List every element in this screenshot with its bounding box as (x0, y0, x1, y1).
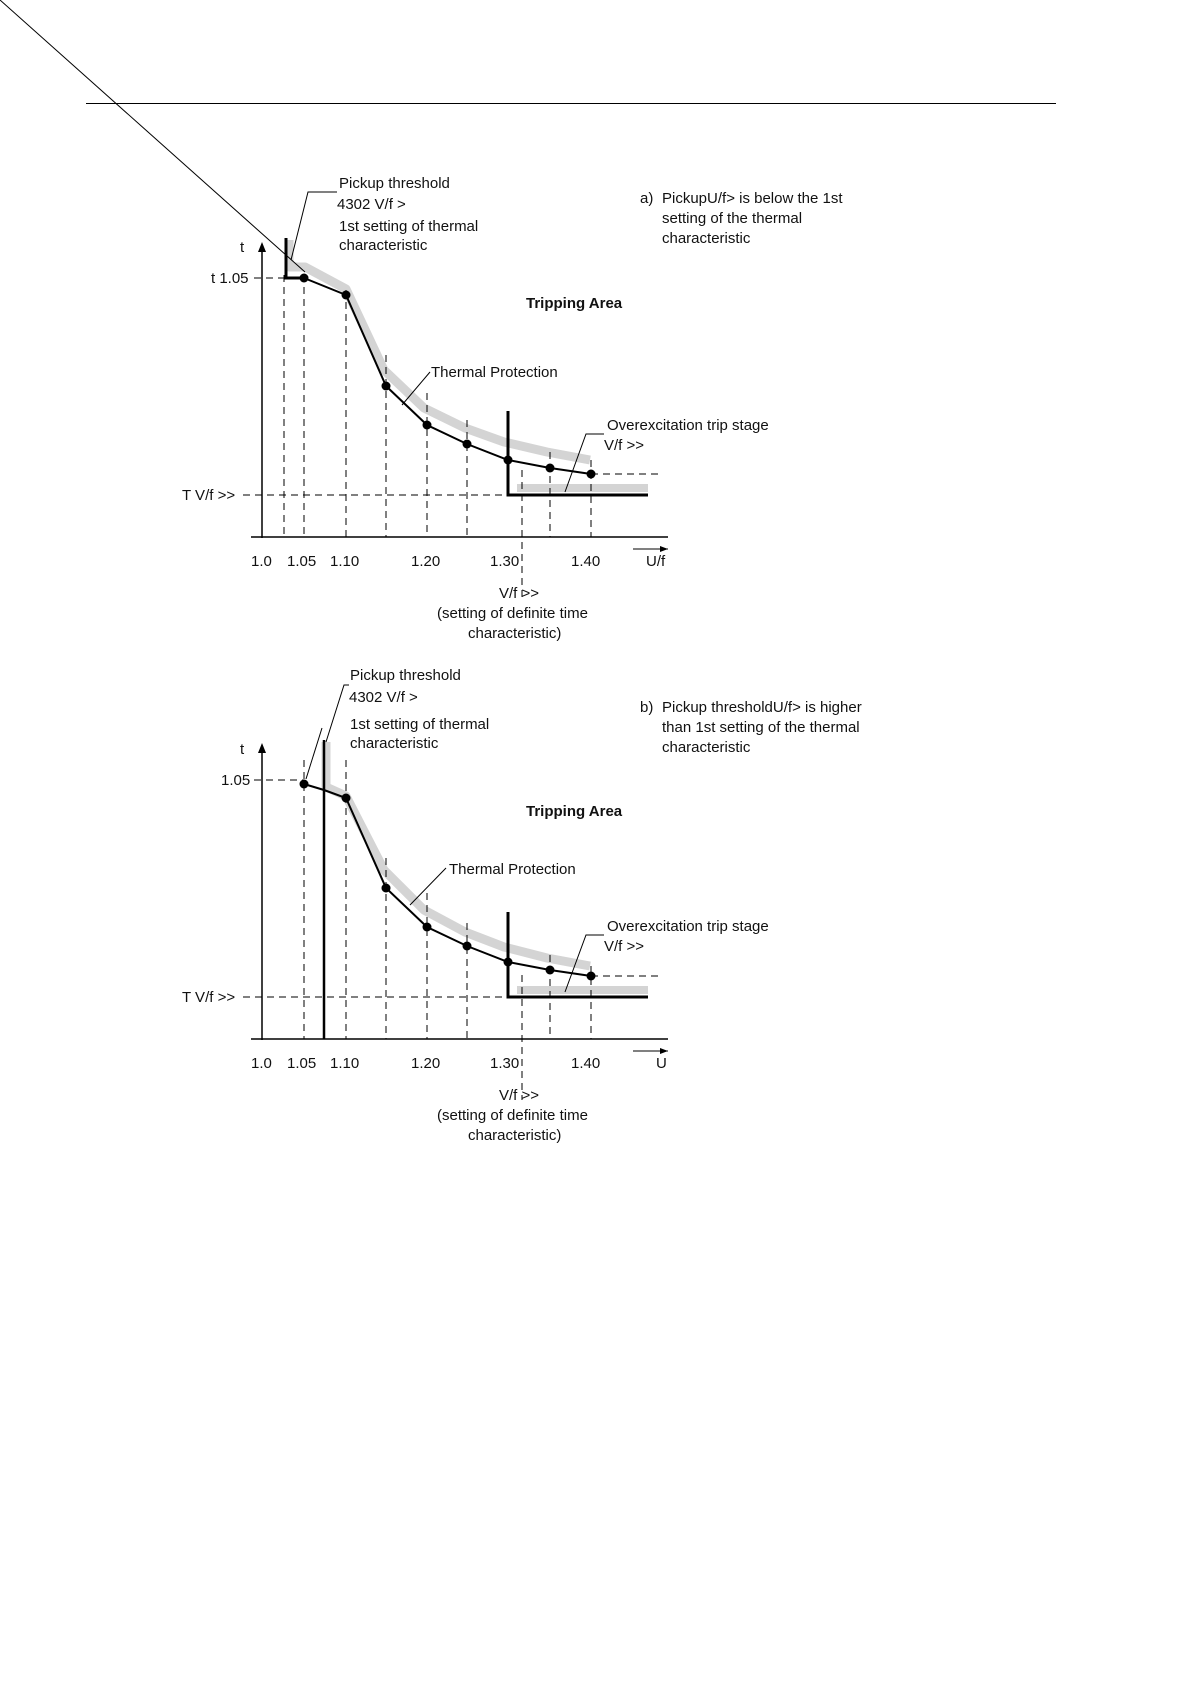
diagram-a-y-axis-arrow (258, 242, 266, 252)
point-2 (342, 291, 351, 300)
diagram-b-note-prefix: b) (640, 699, 654, 716)
diagram-a-grey-band (289, 240, 590, 460)
pickup-leader (291, 192, 337, 260)
point-5 (463, 440, 472, 449)
point-6 (504, 456, 513, 465)
diagram-a-note-2: setting of the thermal (662, 210, 803, 227)
diagram-b-t105-label: 1.05 (221, 772, 251, 789)
diagram-b-first-setting-1: 1st setting of thermal (350, 716, 490, 733)
point-4 (423, 421, 432, 430)
x-tick-5: 1.30 (490, 1055, 520, 1072)
diagram-a-pickup-label-1: Pickup threshold (339, 175, 450, 192)
diagram-b-tripping-area: Tripping Area (526, 803, 623, 820)
point-3 (382, 382, 391, 391)
diagram-a-note-3: characteristic (662, 230, 751, 247)
diagram-b-x-arrow-head (660, 1048, 668, 1054)
point-7 (546, 966, 555, 975)
x-tick-6: 1.40 (571, 1055, 601, 1072)
diagram-a-t-axis-label: t (240, 239, 245, 256)
diagram-b-pickup-label-1: Pickup threshold (350, 667, 461, 684)
x-tick-5: 1.30 (490, 553, 520, 570)
diagram-b-t-axis-label: t (240, 741, 245, 758)
x-tick-3: 1.10 (330, 1055, 360, 1072)
diagram-a-overexc-2: V/f >> (604, 437, 645, 454)
point-4 (423, 923, 432, 932)
point-8 (587, 470, 596, 479)
diagram-a-overexc-1: Overexcitation trip stage (607, 417, 769, 434)
thermal-leader (410, 868, 446, 905)
diagram-a-thermal-protection: Thermal Protection (431, 364, 558, 381)
point-7 (546, 464, 555, 473)
point-1 (300, 780, 309, 789)
diagram-a-x-axis-label: U/f (646, 553, 666, 570)
diagram-a-definite-2: (setting of definite time (437, 605, 588, 622)
diagram-a-tripping-area: Tripping Area (526, 295, 623, 312)
diagram-b (182, 667, 862, 1144)
first-setting-leader (306, 728, 322, 779)
diagram-a-note-prefix: a) (640, 190, 654, 207)
diagram-b-note-3: characteristic (662, 739, 751, 756)
diagram-b-x-ticks (251, 1055, 600, 1072)
point-2 (342, 794, 351, 803)
diagram-a-note-1: PickupU/f> is below the 1st (662, 190, 843, 207)
x-tick-6: 1.40 (571, 553, 601, 570)
diagram-b-thermal-protection: Thermal Protection (449, 861, 576, 878)
diagram-b-tvf-label: T V/f >> (182, 989, 236, 1006)
diagram-b-overexc-1: Overexcitation trip stage (607, 918, 769, 935)
diagram-b-x-axis-label: U (656, 1055, 667, 1072)
x-tick-1: 1.0 (251, 1055, 272, 1072)
diagram-b-definite-2: (setting of definite time (437, 1107, 588, 1124)
diagram-a-pickup-label-2: 4302 V/f > (337, 196, 406, 213)
diagram-a-x-ticks (251, 553, 600, 570)
point-1 (300, 274, 309, 283)
x-tick-2: 1.05 (287, 553, 317, 570)
x-tick-4: 1.20 (411, 1055, 441, 1072)
diagram-a-x-arrow-head (660, 546, 668, 552)
diagram-a-first-setting-1: 1st setting of thermal (339, 218, 479, 235)
point-3 (382, 884, 391, 893)
diagram-a-tvf-label: T V/f >> (182, 487, 236, 504)
diagram-a-first-setting-2: characteristic (339, 237, 428, 254)
x-tick-4: 1.20 (411, 553, 441, 570)
diagram-a-vertical-guides (284, 275, 591, 600)
diagram-a-definite-3: characteristic) (468, 625, 562, 642)
diagram-a-leaders (0, 0, 604, 492)
pickup-leader (326, 685, 349, 742)
point-8 (587, 972, 596, 981)
diagram-b-y-axis-arrow (258, 743, 266, 753)
diagram-b-pickup-label-2: 4302 V/f > (349, 689, 418, 706)
diagram-a (0, 0, 843, 642)
diagram-b-definite-3: characteristic) (468, 1127, 562, 1144)
diagram-b-first-setting-2: characteristic (350, 735, 439, 752)
x-tick-2: 1.05 (287, 1055, 317, 1072)
diagram-a-definite-1: V/f >> (499, 585, 540, 602)
point-5 (463, 942, 472, 951)
point-6 (504, 958, 513, 967)
diagram-b-grey-band (326, 742, 590, 966)
x-tick-3: 1.10 (330, 553, 360, 570)
diagram-b-note-2: than 1st setting of the thermal (662, 719, 860, 736)
diagram-b-note-1: Pickup thresholdU/f> is higher (662, 699, 862, 716)
diagram-b-overexc-2: V/f >> (604, 938, 645, 955)
first-setting-leader (0, 0, 305, 272)
diagram-a-t105-label: t 1.05 (211, 270, 249, 287)
diagram-b-definite-1: V/f >> (499, 1087, 540, 1104)
x-tick-1: 1.0 (251, 553, 272, 570)
